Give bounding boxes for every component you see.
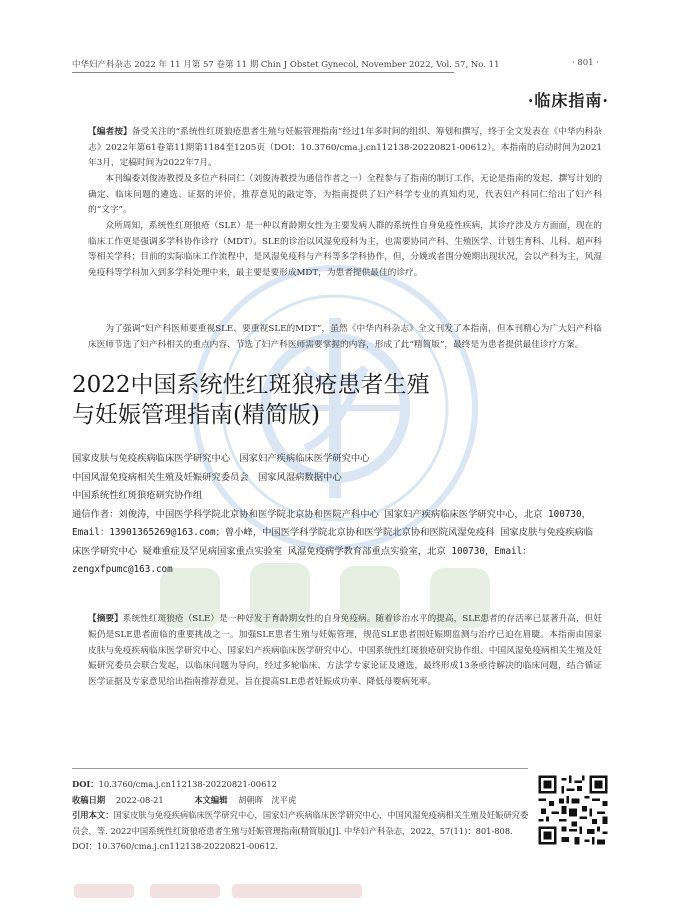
qr-code-icon[interactable]	[536, 773, 610, 847]
citation-line	[72, 808, 532, 855]
correspondence: 通信作者：刘俊涛，中国医学科学院北京协和医学院北京协和医院产科中心 国家妇产疾病临床医学研究中心，北京 100730，Email：13901365269@163.com；曾小峰，中国医学科学院北京协和医学院北京协和医院风湿免疫科 国家皮肤与免疫疾病临床医学研究中心 疑难重症及罕见病国家重点实验室 风湿免疫病学教育部重点实验室，北京 100730，Email：zengxfpumc@163.com	[72, 508, 594, 575]
article-footer	[72, 777, 532, 855]
author-line-3: 中国系统性红斑狼疮研究协作组	[72, 490, 203, 501]
footer-divider	[72, 768, 528, 769]
doi-label: DOI：	[72, 779, 99, 789]
article-title	[72, 370, 430, 430]
running-head: 中华妇产科杂志 2022 年 11 月第 57 卷第 11 期 Chin J Obstet Gynecol, November 2022, Vol. 57, No. 11	[72, 60, 500, 70]
doi-link[interactable]: 10.3760/cma.j.cn112138-20220821-00612	[98, 779, 277, 789]
dates-line	[72, 793, 532, 809]
author-line-2: 中国风湿免疫病相关生殖及妊娠研究委员会 国家风湿病数据中心	[72, 471, 342, 483]
article-title-line-1: 2022中国系统性红斑狼疮患者生殖	[72, 372, 430, 398]
author-block	[72, 450, 602, 580]
abstract	[88, 612, 602, 691]
article-title-line-2: 与妊娠管理指南(精简版)	[72, 402, 320, 428]
editor-label: 本文编辑	[194, 794, 228, 805]
citation-text: 国家皮肤与免疫疾病临床医学研究中心，国家妇产疾病临床医学研究中心，中国风湿免疫病相关生殖及妊娠研究委员会，等. 2022中国系统性红斑狼疮患者生殖与妊娠管理指南(精简版)[J]. 中华妇产科杂志，2022，57(11)：801-808. DOI：10.3760/cma.j.cn112138-20220821-00612.	[72, 810, 529, 851]
header-divider	[72, 72, 454, 73]
editor-note-text-1: 备受关注的“系统性红斑狼疮患者生殖与妊娠管理指南”经过1年多时间的组织、筹划和撰写，终于全文发表在《中华内科杂志》2022年第61卷第11期第1184至1205页（DOI：10.3760/cma.j.cn112138-20220821-00612）。本指南的启动时间为2021年3月，定稿时间为2022年7月。	[88, 127, 602, 169]
editor-note-lead: 【编者按】	[88, 127, 132, 137]
editor-note-paragraph-3: 众所周知，系统性红斑狼疮（SLE）是一种以育龄期女性为主要发病人群的系统性自身免疫性疾病，其诊疗涉及方方面面，现在的临床工作更是强调多学科协作诊疗（MDT）。SLE的诊治以风湿免疫科为主，也需要协同产科、生殖医学、计划生育科、儿科、超声科等相关学科；目前的实际临床工作流程中，是风湿免疫科与产科等多学科协作，但，分娩或者围分娩期出现状况，会以产科为主，风湿免疫科等学科加入到多学科处理中来，最主要是要形成MDT，为患者提供最佳的诊疗。	[88, 221, 602, 278]
bottom-publisher-watermark	[72, 880, 372, 902]
received-label: 收稿日期	[72, 794, 106, 805]
section-label: ·临床指南·	[527, 91, 609, 110]
author-line-1: 国家皮肤与免疫疾病临床医学研究中心 国家妇产疾病临床医学研究中心	[72, 453, 370, 464]
editor-note-paragraph-1	[88, 125, 602, 172]
editor-names: 胡朝晖 沈平虎	[238, 794, 297, 805]
page-number: · 801 ·	[571, 58, 599, 68]
citation-label: 引用本文：	[72, 810, 114, 820]
received-date: 2022-08-21	[115, 794, 164, 805]
editor-note-paragraph-2: 本刊编委刘俊涛教授及多位产科同仁（刘俊涛教授为通信作者之一）全程参与了指南的制订工作，无论是指南的发起、撰写计划的确定、临床问题的遴选、证据的评价、推荐意见的敲定等，为指南提供了妇产科学专业的真知灼见，代表妇产科同仁给出了妇产科的“文字”。	[88, 174, 602, 216]
doi-line	[72, 777, 532, 793]
editor-note-paragraph-4: 为了强调“妇产科医师要重视SLE、要重视SLE的MDT”，虽然《中华内科杂志》全文刊发了本指南，但本刊精心为广大妇产科临床医师节选了妇产科相关的重点内容、节选了妇产科医师需要掌握的内容，形成了此“精简版”，最终是为患者提供最佳诊疗方案。	[88, 324, 602, 350]
abstract-text: 系统性红斑狼疮（SLE）是一种好发于育龄期女性的自身免疫病。随着诊治水平的提高，SLE患者的存活率已显著升高，但妊娠仍是SLE患者面临的重要挑战之一。加强SLE患者生殖与妊娠管理，规范SLE患者围妊娠期监测与治疗已迫在眉睫。本指南由国家皮肤与免疫疾病临床医学研究中心、国家妇产疾病临床医学研究中心、中国系统性红斑狼疮研究协作组、中国风湿免疫病相关生殖及妊娠研究委员会联合发起，以临床问题为导向，经过多轮临床、方法学专家论证及遴选，最终形成13条亟待解决的临床问题，结合循证医学证据及专家意见给出指南推荐意见，旨在提高SLE患者妊娠成功率、降低母婴病死率。	[88, 614, 603, 688]
abstract-lead: 【摘要】	[88, 614, 123, 624]
